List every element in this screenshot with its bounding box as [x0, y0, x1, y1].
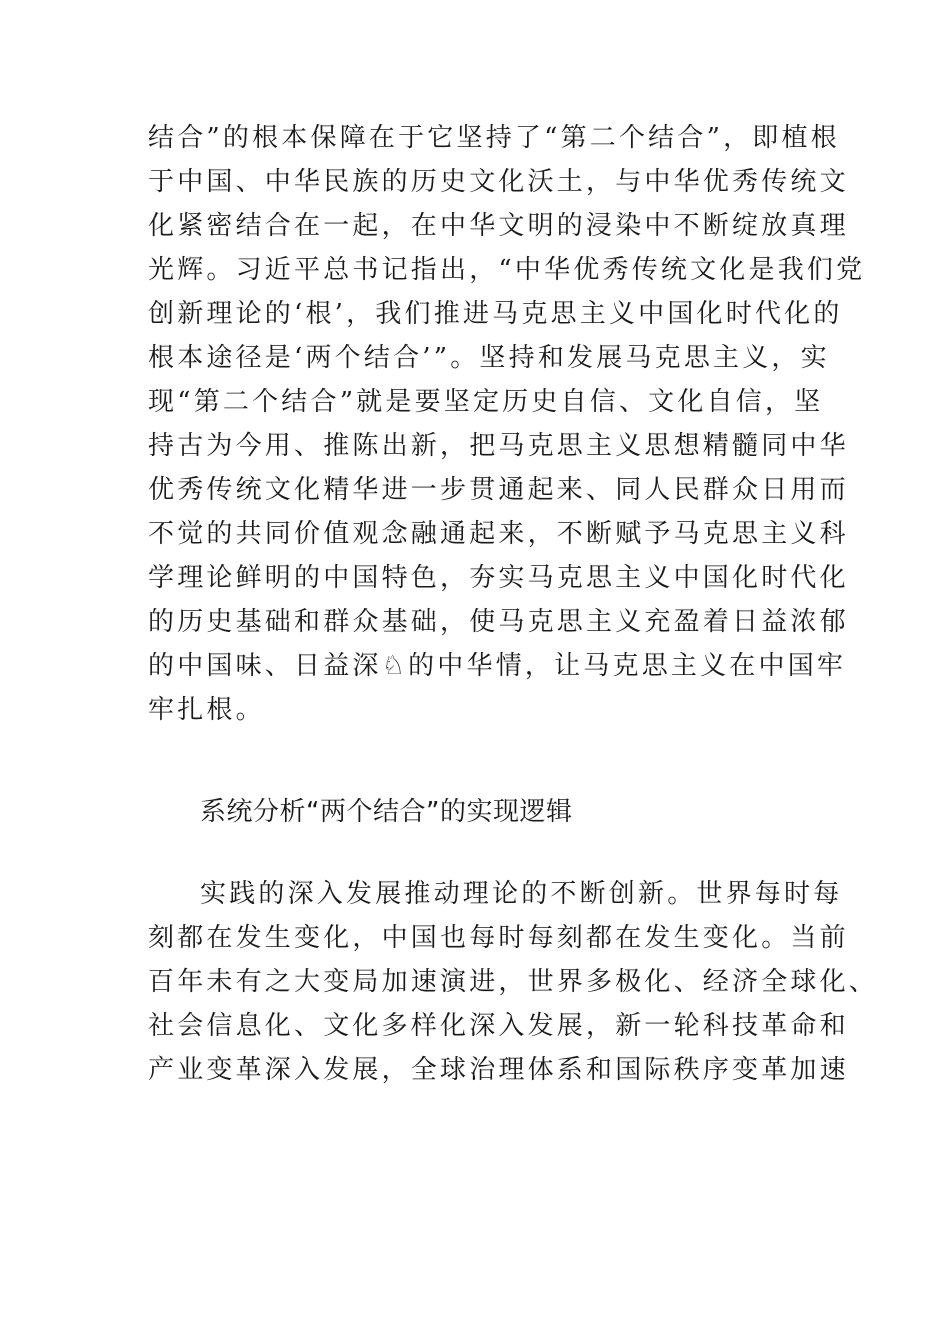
paragraph-line: 现“第二个结合”就是要坚定历史自信、文化自信，坚	[148, 387, 824, 417]
paragraph-line: 根本途径是‘两个结合’”。坚持和发展马克思主义，实	[148, 343, 830, 373]
paragraph-line: 光辉。习近平总书记指出，“中华优秀传统文化是我们党	[148, 255, 866, 285]
paragraph-line: 优秀传统文化精华进一步贯通起来、同人民群众日用而	[148, 475, 849, 505]
paragraph-line: 的历史基础和群众基础，使马克思主义充盈着日益浓郁	[148, 607, 849, 637]
paragraph-line: 化紧密结合在一起，在中华文明的浸染中不断绽放真理	[148, 211, 849, 241]
paragraph-line: 牢扎根。	[148, 695, 265, 725]
paragraph-line: 的中国味、日益深♘的中华情，让马克思主义在中国牢	[148, 651, 847, 681]
paragraph-line: 实践的深入发展推动理论的不断创新。世界每时每	[200, 879, 843, 909]
paragraph-line: 持古为今用、推陈出新，把马克思主义思想精髓同中华	[148, 431, 849, 461]
paragraph-line: 社会信息化、文化多样化深入发展，新一轮科技革命和	[148, 1011, 849, 1041]
paragraph-line: 结合”的根本保障在于它坚持了“第二个结合”，即植根	[148, 123, 840, 153]
paragraph-line: 刻都在发生变化，中国也每时每刻都在发生变化。当前	[148, 923, 849, 953]
paragraph-line: 不觉的共同价值观念融通起来，不断赋予马克思主义科	[148, 519, 849, 549]
paragraph-line: 产业变革深入发展，全球治理体系和国际秩序变革加速	[148, 1055, 849, 1085]
section-heading: 系统分析“两个结合”的实现逻辑	[200, 797, 573, 827]
paragraph-line: 创新理论的‘根’，我们推进马克思主义中国化时代化的	[148, 299, 843, 329]
paragraph-line: 于中国、中华民族的历史文化沃土，与中华优秀传统文	[148, 167, 849, 197]
paragraph-line: 学理论鲜明的中国特色，夯实马克思主义中国化时代化	[148, 563, 849, 593]
paragraph-line: 百年未有之大变局加速演进，世界多极化、经济全球化、	[148, 967, 879, 997]
